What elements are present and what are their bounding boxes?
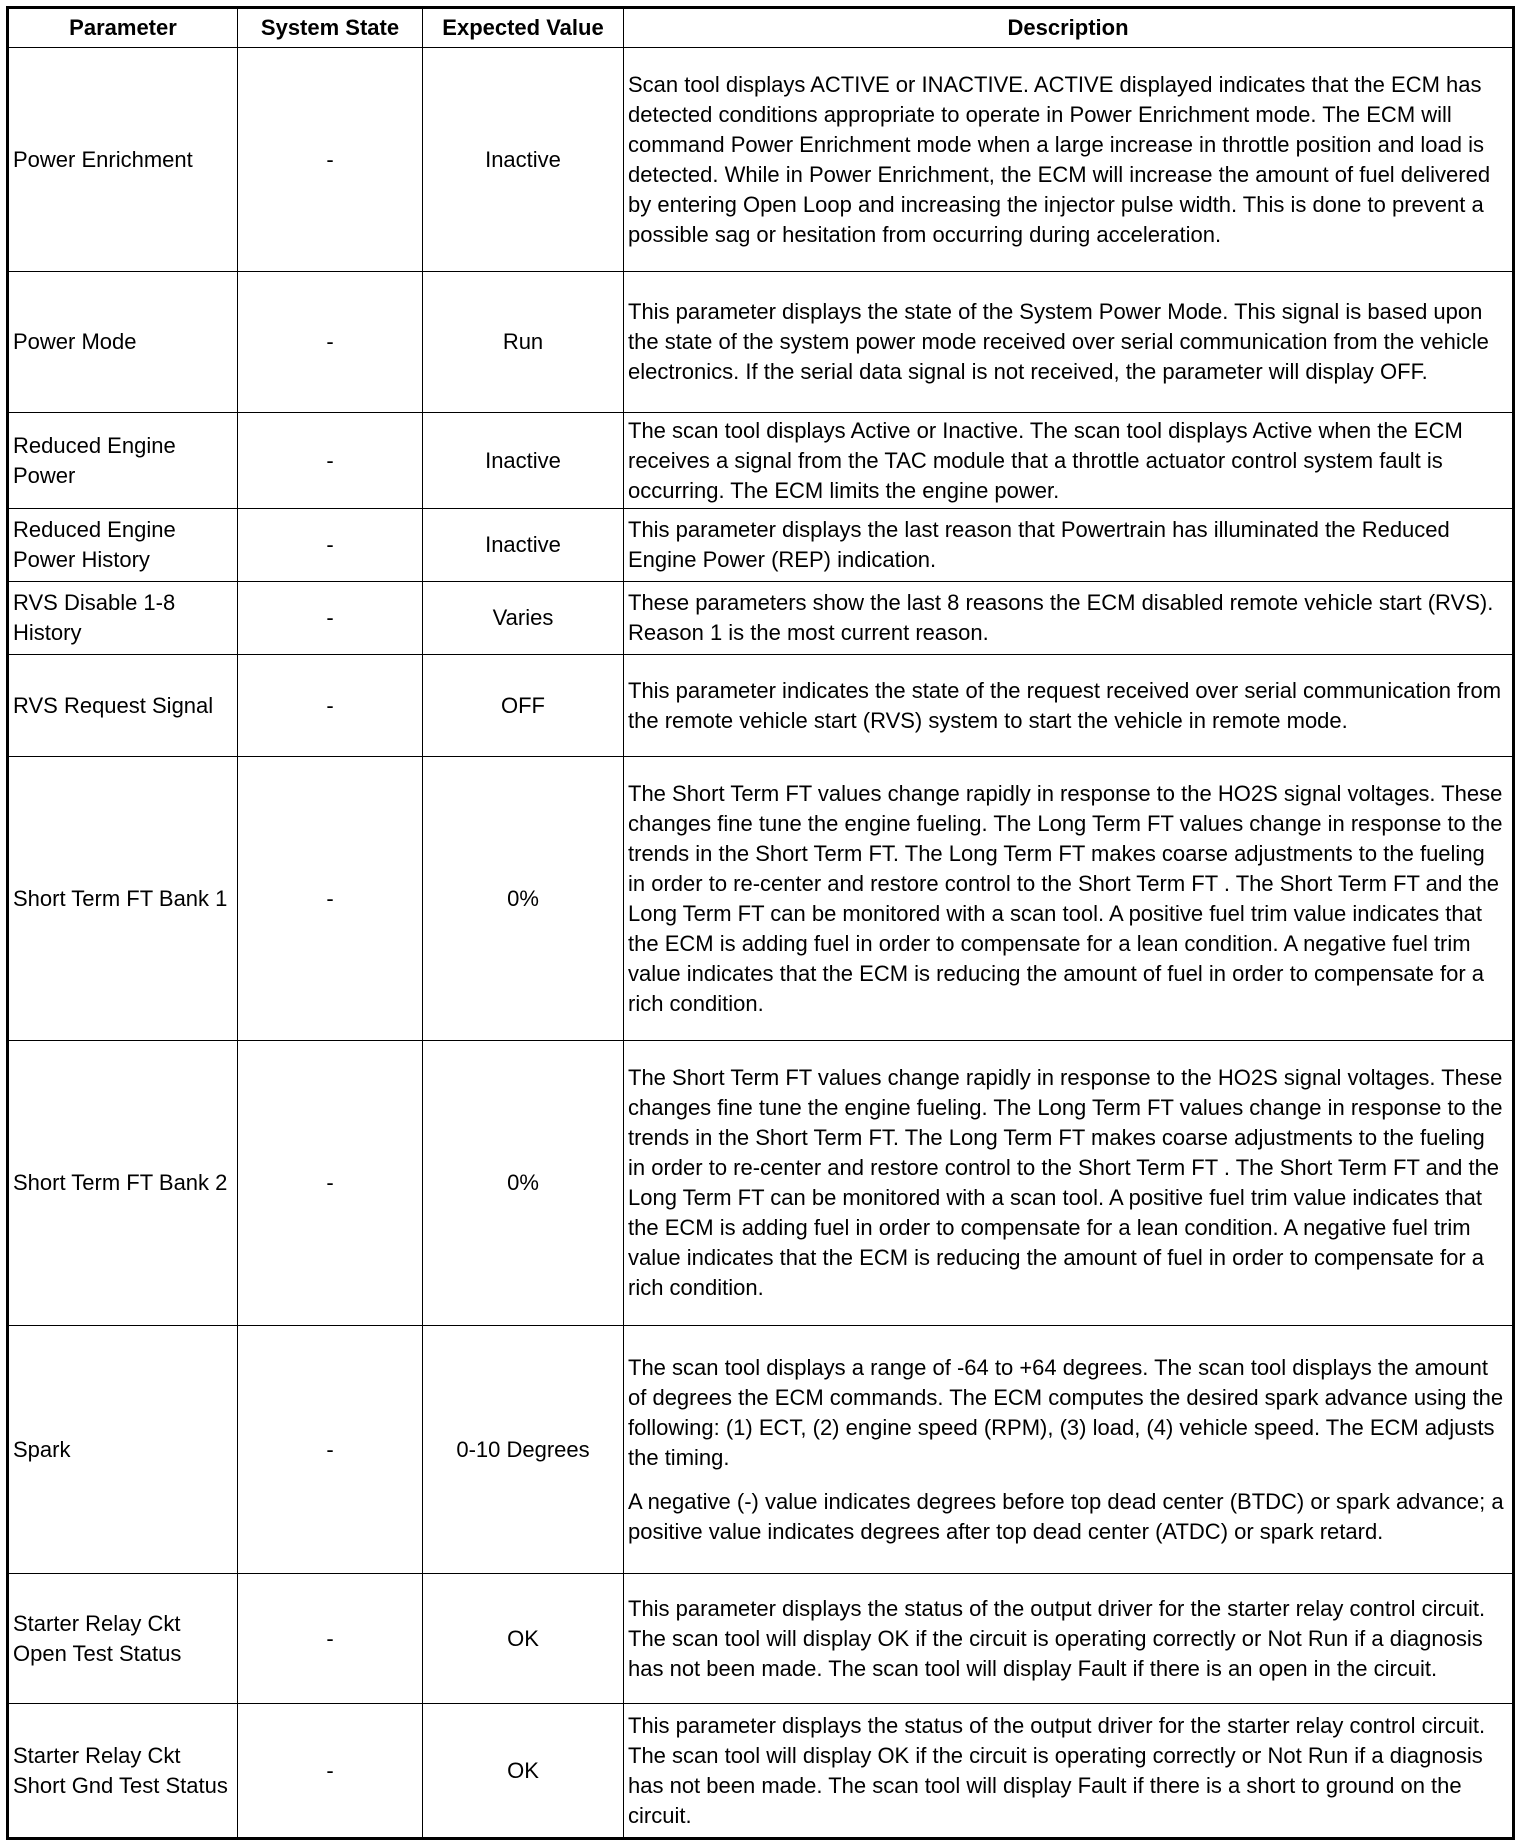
parameter-cell: Starter Relay Ckt Open Test Status: [8, 1574, 238, 1704]
parameter-cell: Spark: [8, 1326, 238, 1574]
description-cell: [624, 272, 1514, 413]
table-row: [8, 413, 1514, 509]
parameter-cell: Power Mode: [8, 272, 238, 413]
expected-value-cell: Varies: [423, 582, 624, 655]
header-system-state: System State: [238, 8, 423, 48]
expected-value-cell: Inactive: [423, 509, 624, 582]
table-row: [8, 48, 1514, 272]
description-cell: [624, 1704, 1514, 1839]
expected-value-cell: 0%: [423, 1041, 624, 1326]
parameter-cell: RVS Request Signal: [8, 655, 238, 757]
system-state-cell: -: [238, 413, 423, 509]
system-state-cell: -: [238, 272, 423, 413]
description-paragraph: The Short Term FT values change rapidly in response to the HO2S signal voltages. These changes fine tune the engine fueling. The Long Term FT values change in response to the trends in the Short Term FT. The Long Term FT makes coarse adjustments to the fueling in order to re-center and restore control to the Short Term FT . The Short Term FT and the Long Term FT can be monitored with a scan tool. A positive fuel trim value indicates that the ECM is adding fuel in order to compensate for a lean condition. A negative fuel trim value indicates that the ECM is reducing the amount of fuel in order to compensate for a rich condition.: [628, 1065, 1503, 1300]
description-cell: [624, 655, 1514, 757]
description-paragraph: This parameter displays the last reason that Powertrain has illuminated the Reduced Engine Power (REP) indication.: [628, 517, 1450, 572]
table-row: [8, 1704, 1514, 1839]
description-cell: [624, 1574, 1514, 1704]
table-row: [8, 757, 1514, 1041]
expected-value-cell: Inactive: [423, 48, 624, 272]
header-expected-value: Expected Value: [423, 8, 624, 48]
description-paragraph: Scan tool displays ACTIVE or INACTIVE. ACTIVE displayed indicates that the ECM has detected conditions appropriate to operate in Power Enrichment mode. The ECM will command Power Enrichment mode when a large increase in throttle position and load is detected. While in Power Enrichment, the ECM will increase the amount of fuel delivered by entering Open Loop and increasing the injector pulse width. This is done to prevent a possible sag or hesitation from occurring during acceleration.: [628, 71, 1491, 247]
table-row: [8, 272, 1514, 413]
table-row: [8, 582, 1514, 655]
parameter-cell: Starter Relay Ckt Short Gnd Test Status: [8, 1704, 238, 1839]
description-paragraph: A negative (-) value indicates degrees before top dead center (BTDC) or spark advance; a positive value indicates degrees after top dead center (ATDC) or spark retard.: [628, 1488, 1504, 1544]
expected-value-cell: Inactive: [423, 413, 624, 509]
table-row: [8, 1326, 1514, 1574]
expected-value-cell: OK: [423, 1574, 624, 1704]
expected-value-cell: OK: [423, 1704, 624, 1839]
parameter-cell: Reduced Engine Power History: [8, 509, 238, 582]
description-cell: [624, 48, 1514, 272]
expected-value-cell: 0-10 Degrees: [423, 1326, 624, 1574]
description-paragraph: The scan tool displays Active or Inactive. The scan tool displays Active when the ECM receives a signal from the TAC module that a throttle actuator control system fault is occurring. The ECM limits the engine power.: [628, 417, 1463, 503]
description-paragraph: These parameters show the last 8 reasons the ECM disabled remote vehicle start (RVS). Reason 1 is the most current reason.: [628, 590, 1494, 645]
parameter-cell: Short Term FT Bank 1: [8, 757, 238, 1041]
table-row: [8, 509, 1514, 582]
system-state-cell: -: [238, 1574, 423, 1704]
description-cell: [624, 757, 1514, 1041]
header-parameter: Parameter: [8, 8, 238, 48]
header-description: Description: [624, 8, 1514, 48]
expected-value-cell: OFF: [423, 655, 624, 757]
description-cell: [624, 1326, 1514, 1574]
system-state-cell: -: [238, 48, 423, 272]
expected-value-cell: Run: [423, 272, 624, 413]
parameter-cell: Power Enrichment: [8, 48, 238, 272]
expected-value-cell: 0%: [423, 757, 624, 1041]
description-paragraph: This parameter displays the state of the System Power Mode. This signal is based upon the state of the system power mode received over serial communication from the vehicle electronics. If the serial data signal is not received, the parameter will display OFF.: [628, 299, 1489, 384]
description-paragraph: This parameter indicates the state of the request received over serial communication from the remote vehicle start (RVS) system to start the vehicle in remote mode.: [628, 677, 1502, 733]
table-row: [8, 1574, 1514, 1704]
description-paragraph: The Short Term FT values change rapidly in response to the HO2S signal voltages. These changes fine tune the engine fueling. The Long Term FT values change in response to the trends in the Short Term FT. The Long Term FT makes coarse adjustments to the fueling in order to re-center and restore control to the Short Term FT . The Short Term FT and the Long Term FT can be monitored with a scan tool. A positive fuel trim value indicates that the ECM is adding fuel in order to compensate for a lean condition. A negative fuel trim value indicates that the ECM is reducing the amount of fuel in order to compensate for a rich condition.: [628, 780, 1503, 1016]
description-paragraph: The scan tool displays a range of -64 to +64 degrees. The scan tool displays the amount of degrees the ECM commands. The ECM computes the desired spark advance using the following: (1) ECT, (2) engine speed (RPM), (3) load, (4) vehicle speed. The ECM adjusts the timing.: [628, 1354, 1504, 1470]
system-state-cell: -: [238, 1704, 423, 1839]
table-row: [8, 1041, 1514, 1326]
parameter-cell: RVS Disable 1-8 History: [8, 582, 238, 655]
description-cell: [624, 509, 1514, 582]
system-state-cell: -: [238, 1326, 423, 1574]
system-state-cell: -: [238, 582, 423, 655]
table-row: [8, 655, 1514, 757]
parameter-cell: Short Term FT Bank 2: [8, 1041, 238, 1326]
header-row: [8, 8, 1514, 48]
description-paragraph: This parameter displays the status of the output driver for the starter relay control circuit. The scan tool will display OK if the circuit is operating correctly or Not Run if a diagnosis has not been made. The scan tool will display Fault if there is an open in the circuit.: [628, 1595, 1486, 1681]
parameter-table: [6, 6, 1515, 1840]
description-cell: [624, 582, 1514, 655]
parameter-cell: Reduced Engine Power: [8, 413, 238, 509]
system-state-cell: -: [238, 1041, 423, 1326]
system-state-cell: -: [238, 509, 423, 582]
description-paragraph: This parameter displays the status of the output driver for the starter relay control circuit. The scan tool will display OK if the circuit is operating correctly or Not Run if a diagnosis has not been made. The scan tool will display Fault if there is a short to ground on the circuit.: [628, 1712, 1486, 1828]
system-state-cell: -: [238, 757, 423, 1041]
description-cell: [624, 413, 1514, 509]
description-cell: [624, 1041, 1514, 1326]
system-state-cell: -: [238, 655, 423, 757]
